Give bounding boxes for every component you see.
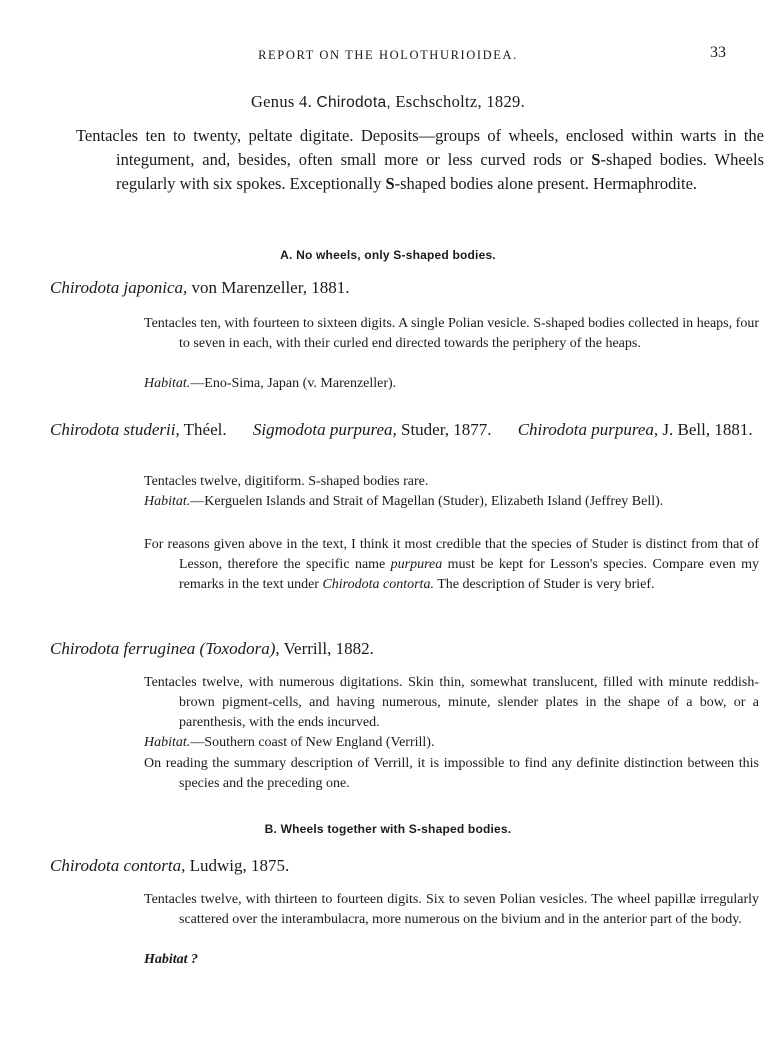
synonym-name: Chirodota purpurea,	[517, 420, 659, 439]
contorta-habitat	[144, 950, 759, 970]
genus-desc-part2: -shaped bodies. Wheels regularly with six spokes. Exceptionally	[116, 150, 764, 193]
genus-name: Chirodota,	[316, 94, 391, 111]
genus-heading	[0, 92, 776, 112]
remark-part3: The description of Studer is very brief.	[433, 577, 655, 592]
species-heading-japonica	[50, 276, 776, 300]
genus-desc-part3: -shaped bodies alone present. Hermaphrodite.	[394, 174, 698, 193]
habitat-label: Habitat.	[144, 376, 191, 391]
species-name: Chirodota studerii,	[50, 420, 180, 439]
studerii-remark	[144, 535, 759, 595]
synonym-name: (Toxodora),	[199, 639, 280, 658]
section-a-heading: A. No wheels, only S-shaped bodies.	[280, 248, 496, 262]
species-authority: Verrill, 1882.	[283, 639, 374, 658]
genus-authority: Eschscholtz, 1829.	[395, 92, 526, 111]
habitat-label: Habitat.	[144, 735, 191, 750]
synonym-name: Sigmodota purpurea,	[252, 420, 397, 439]
studerii-habitat	[144, 492, 759, 512]
contorta-description: Tentacles twelve, with thirteen to fourteen digits. Six to seven Polian vesicles. The wheel papillæ irregularly scattered over the interambulacra, more numerous on the bivium and in the anterior part of the body.	[144, 892, 759, 927]
species-authority: Ludwig, 1875.	[189, 856, 290, 875]
habitat-label: Habitat.	[144, 494, 191, 509]
species-authority: von Marenzeller, 1881.	[191, 278, 350, 297]
genus-desc-s2: S	[385, 174, 395, 193]
synonym-authority: Studer, 1877.	[401, 420, 492, 439]
synonym-authority: J. Bell, 1881.	[662, 420, 753, 439]
habitat-text: —Kerguelen Islands and Strait of Magellan (Studer), Elizabeth Island (Jeffrey Bell).	[190, 494, 664, 509]
japonica-habitat	[144, 374, 759, 394]
habitat-text: —Eno-Sima, Japan (v. Marenzeller).	[190, 376, 397, 391]
species-authority: Théel.	[183, 420, 227, 439]
species-heading-studerii	[50, 418, 776, 442]
habitat-text: —Southern coast of New England (Verrill).	[190, 735, 435, 750]
genus-label: Genus 4.	[250, 92, 313, 111]
remark-contorta: Chirodota contorta.	[322, 577, 434, 592]
genus-description	[76, 124, 764, 196]
species-heading-contorta	[50, 854, 776, 878]
habitat-label: Habitat ?	[144, 952, 199, 967]
section-b-heading: B. Wheels together with S-shaped bodies.	[264, 822, 512, 836]
species-name: Chirodota ferruginea	[50, 639, 196, 658]
japonica-description: Tentacles ten, with fourteen to sixteen digits. A single Polian vesicle. S-shaped bodies collected in heaps, four to seven in each, with their curled end directed towards the periphery of the heaps.	[144, 316, 759, 351]
genus-desc-part1: Tentacles ten to twenty, peltate digitate. Deposits—groups of wheels, enclosed within warts in the integument, and, besides, often small more or less curved rods or	[76, 126, 764, 169]
ferruginea-remark: On reading the summary description of Verrill, it is impossible to find any definite distinction between this species and the preceding one.	[144, 756, 759, 791]
genus-desc-s1: S	[591, 150, 601, 169]
studerii-description: Tentacles twelve, digitiform. S-shaped bodies rare.	[144, 474, 429, 489]
ferruginea-habitat	[144, 733, 759, 753]
remark-purpurea: purpurea	[390, 557, 443, 572]
remark-part1: For reasons given above in the text, I think it most credible that the species of Studer is distinct from that of Lesson, therefore the specific name	[144, 537, 759, 572]
page-number: 33	[710, 44, 726, 61]
running-title: REPORT ON THE HOLOTHURIOIDEA.	[258, 48, 518, 62]
remark-part2: must be kept for Lesson's species. Compare even my remarks in the text under	[179, 557, 759, 592]
species-name: Chirodota japonica,	[50, 278, 188, 297]
species-heading-ferruginea	[50, 637, 776, 661]
species-name: Chirodota contorta,	[50, 856, 186, 875]
ferruginea-description: Tentacles twelve, with numerous digitations. Skin thin, somewhat translucent, filled with minute reddish-brown pigment-cells, and having numerous, minute, slender plates in the shape of a bow, or a parenthesis, with the ends incurved.	[144, 675, 759, 730]
